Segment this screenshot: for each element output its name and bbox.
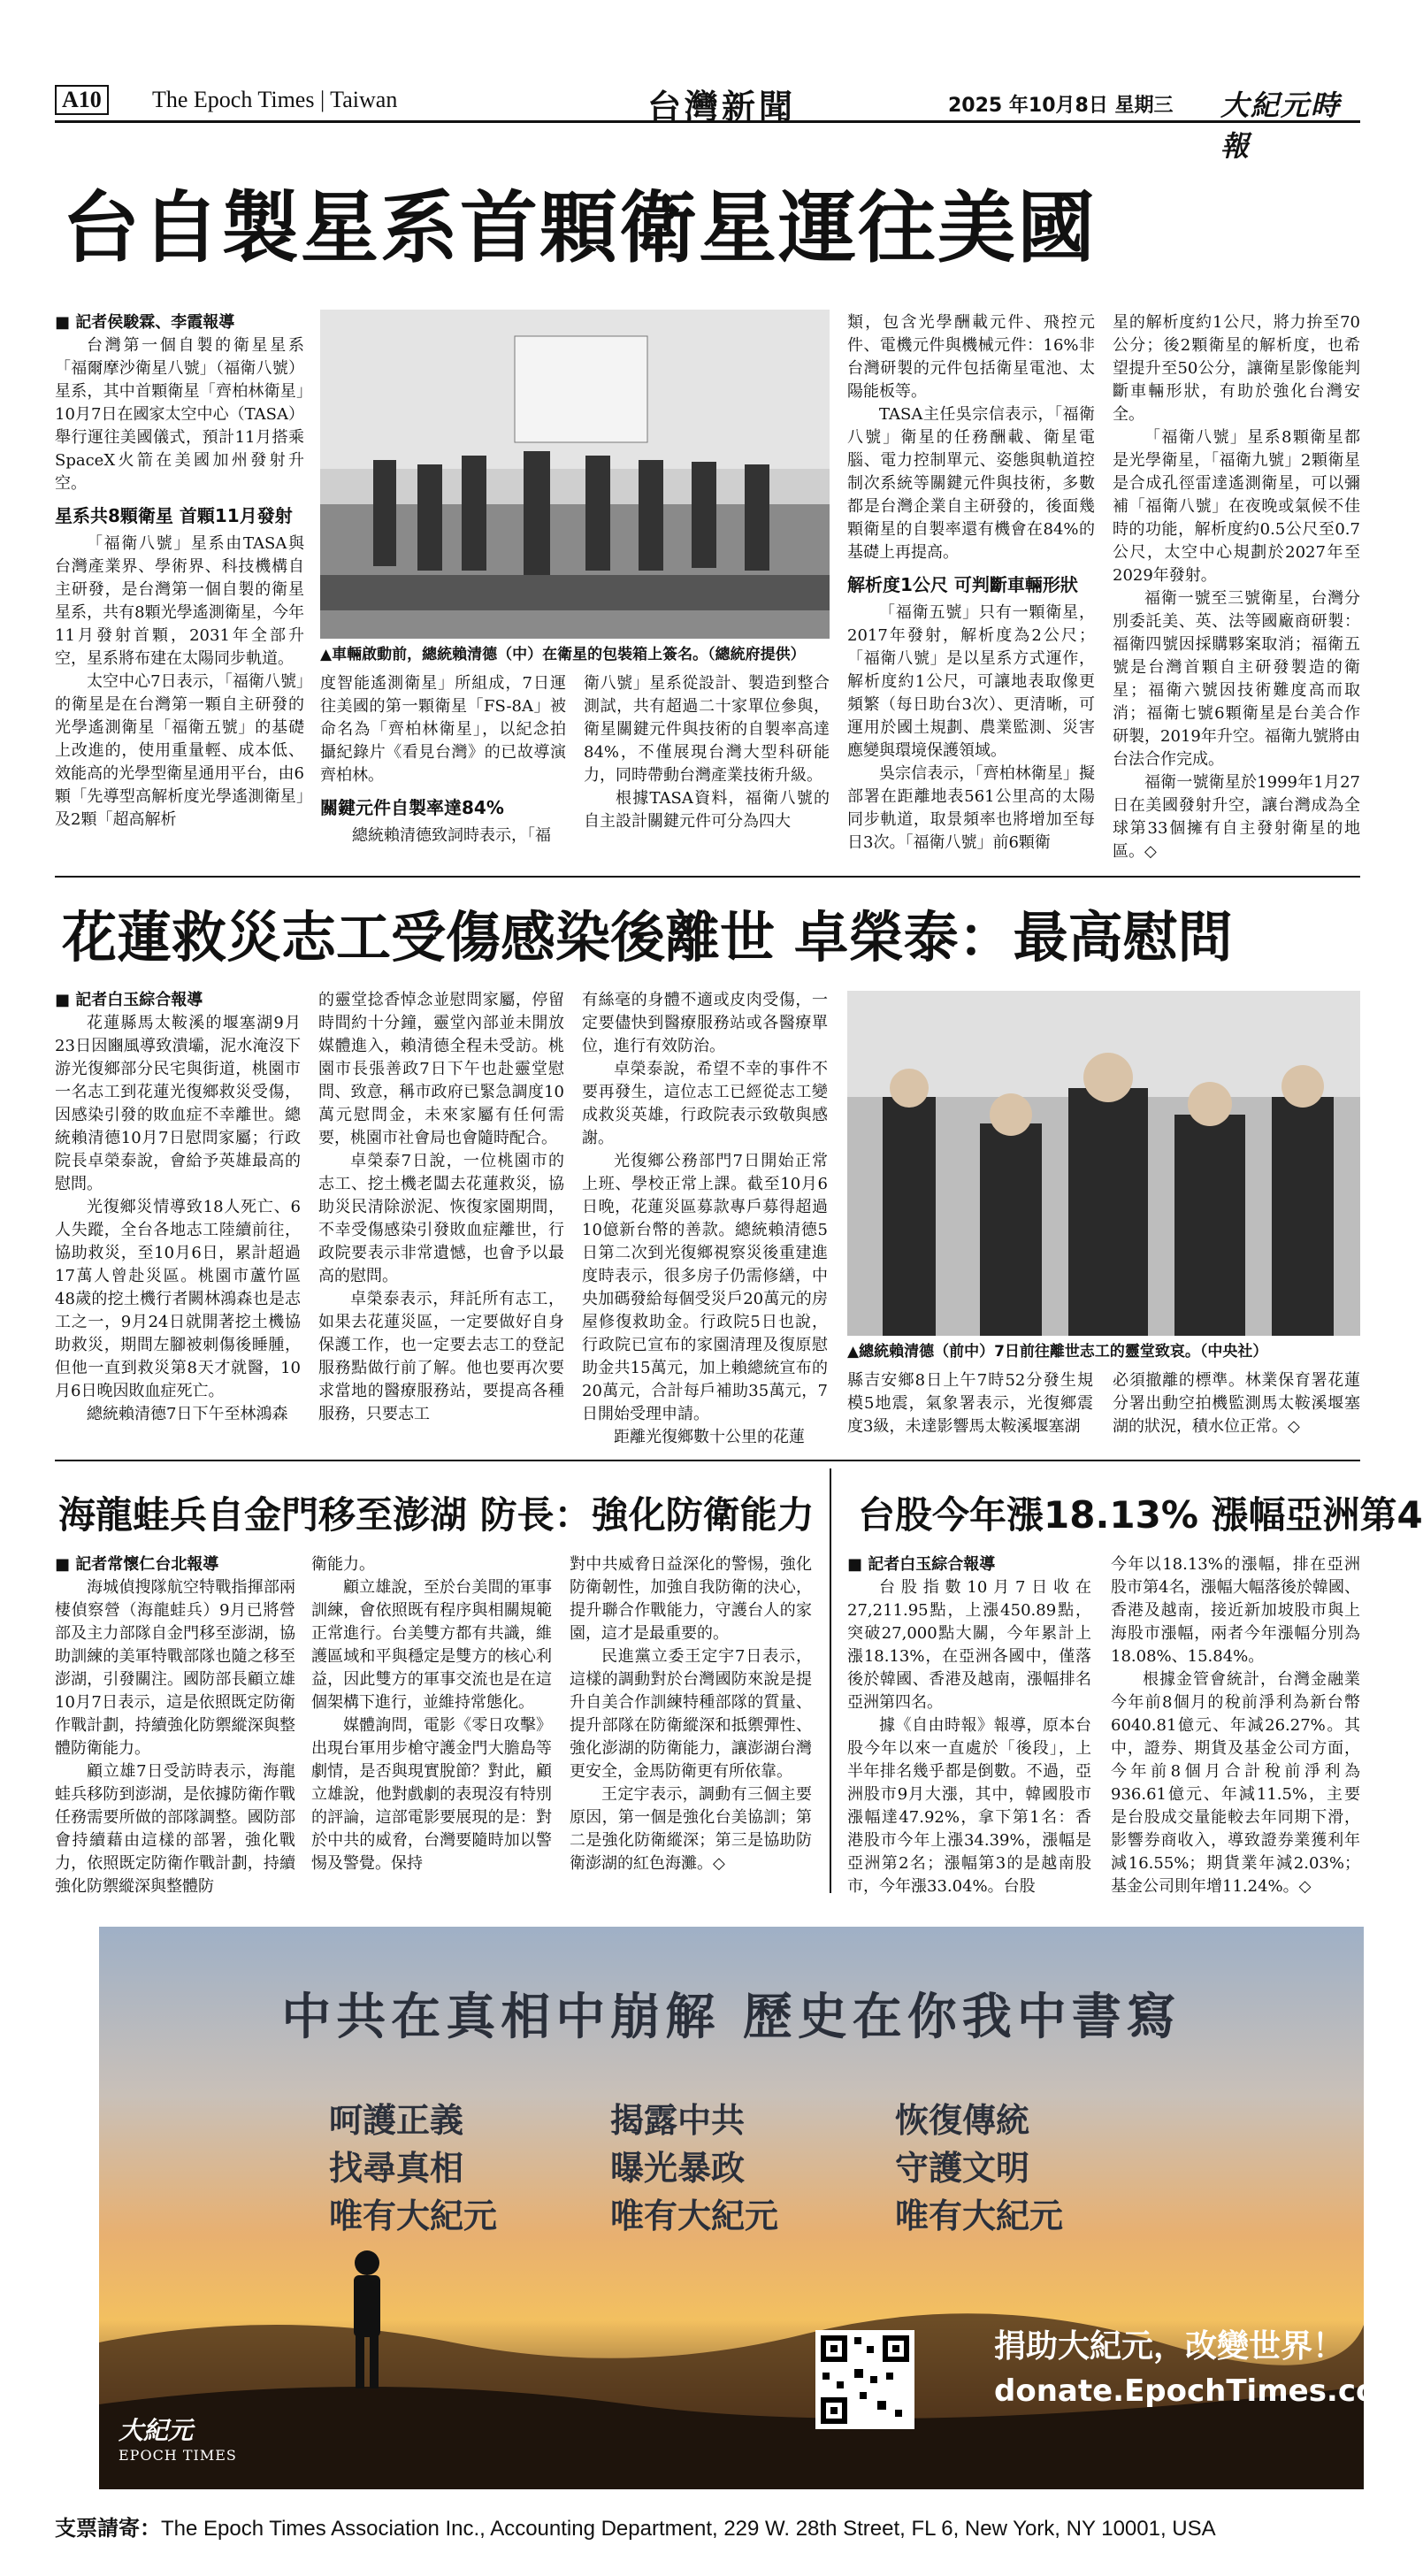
story4-headline: 台股今年漲18.13% 漲幅亞洲第4 <box>858 1493 1423 1537</box>
story2-column-2 <box>318 989 564 1426</box>
story1-subhead-3: 解析度1公尺 可判斷車輛形狀 <box>847 574 1078 595</box>
ad-phrase: 守護文明 <box>895 2149 1030 2188</box>
story2-column-3 <box>582 989 828 1449</box>
story3-paragraph: 王定宇表示，調動有三個主要原因，第一個是強化台美協訓；第二是強化防衛縱深；第三是協助防衛澎湖的紅色海灘。◇ <box>570 1785 812 1873</box>
ad-phrase: 曝光暴政 <box>610 2149 746 2188</box>
story1-column-2 <box>320 672 566 847</box>
story1-column-1 <box>55 311 304 832</box>
story1-paragraph: 「福衛八號」星系由TASA與台灣產業界、學術界、科技機構自主研發，是台灣第一個自製的衛星星系，共有8顆光學遙測衛星，今年11月發射首顆，2031年全部升空，星系將布建在太陽同步軌道。 <box>55 534 304 668</box>
story2-headline: 花蓮救災志工受傷感染後離世 卓榮泰：最高慰問 <box>62 905 1233 970</box>
story3-paragraph: 顧立雄說，至於台美間的軍事訓練，會依照既有程序與相關規範正常進行。台美雙方都有共識，維護區域和平與穩定是雙方的核心利益，因此雙方的軍事交流也是在這個架構下進行，並維持常態化。 <box>311 1578 552 1712</box>
story1-photo-caption: ▲車輛啟動前，總統賴清德（中）在衛星的包裝箱上簽名。（總統府提供） <box>320 646 806 663</box>
qr-code-pattern <box>815 2330 914 2429</box>
ad-phrase: 唯有大紀元 <box>329 2196 498 2235</box>
ad-phrase-column-1 <box>329 2097 497 2240</box>
story2-paragraph: 卓榮泰說，希望不幸的事件不要再發生，這位志工已經從志工變成救災英雄，行政院表示致敬與感謝。 <box>582 1060 828 1147</box>
story1-paragraph: 太空中心7日表示，「福衛八號」的衛星是在台灣第一顆自主研發的光學遙測衛星「福衛五號」的基礎上改進的，使用重量輕、成本低、效能高的光學型衛星通用平台，由6顆「先導型高解析度光學遙測衛星」及2顆「超高解析 <box>55 672 304 829</box>
story2-paragraph: 必須撤離的標準。林業保育署花蓮分署出動空拍機監測馬太鞍溪堰塞湖的狀況，積水位正常。◇ <box>1113 1371 1360 1436</box>
memorial-visit-photo <box>847 991 1360 1336</box>
story1-paragraph: 福衛一號至三號衛星，台灣分別委託美、英、法等國廠商研製：福衛四號因採購夥案取消；福衛五號是台灣首顆自主研發製造的衛星；福衛六號因技術難度高而取消；福衛七號6顆衛星是台美合作研製，2019年升空。福衛九號將由台法合作完成。 <box>1113 589 1360 769</box>
footer-mailing-address <box>55 2502 1360 2555</box>
story1-byline: ■ 記者侯駿霖、李霞報導 <box>55 313 235 332</box>
masthead <box>55 81 1360 163</box>
section-divider <box>55 876 1360 878</box>
story3-byline: ■ 記者常懷仁台北報導 <box>55 1555 219 1574</box>
story3-column-2 <box>311 1553 552 1875</box>
story1-column-5 <box>1113 311 1360 863</box>
story4-column-1 <box>847 1553 1091 1898</box>
story1-column-3 <box>584 672 830 833</box>
story3-column-3 <box>570 1553 812 1875</box>
logo-english: EPOCH TIMES <box>119 2447 237 2464</box>
story1-paragraph: 衛八號」星系從設計、製造到整合測試，共有超過二十家單位參與，衛星關鍵元件與技術的自製率高達84%，不僅展現台灣大型科研能力，同時帶動台灣產業技術升級。 <box>584 674 830 785</box>
story4-paragraph: 今年以18.13%的漲幅，排在亞洲股市第4名，漲幅大幅落後於韓國、香港及越南，接近新加坡股市與上海股市漲幅，兩者今年漲幅分別為18.08%、15.84%。 <box>1111 1555 1360 1666</box>
photo-illustration <box>320 310 830 639</box>
story2-column-5 <box>1113 1369 1360 1438</box>
story2-paragraph: 卓榮泰7日說，一位桃園市的志工、挖土機老闆去花蓮救災，協助災民清除淤泥、恢復家園期間，不幸受傷感染引發敗血症離世，行政院要表示非常遺憾，也會予以最高的慰問。 <box>318 1152 564 1285</box>
ad-phrase: 呵護正義 <box>329 2101 464 2140</box>
donation-advertisement <box>99 1927 1408 2489</box>
story1-paragraph: 「福衛八號」星系8顆衛星都是光學衛星，「福衛九號」2顆衛星是合成孔徑雷達遙測衛星，可以彌補「福衛八號」在夜晚或氣候不佳時的功能，解析度約0.5公尺至0.7公尺，太空中心規劃於2027年至2029年發射。 <box>1113 428 1360 585</box>
story2-paragraph: 花蓮縣馬太鞍溪的堰塞湖9月23日因豳風導致潰壩，泥水淹沒下游光復鄉部分民宅與街道，桃園市一名志工到花蓮光復鄉救災受傷，因感染引發的敗血症不幸離世。總統賴清德10月7日慰問家屬；行政院長卓榮泰說，會給予英雄最高的慰問。 <box>55 1014 301 1193</box>
logo-chinese: 大紀元 <box>119 2416 194 2445</box>
ad-phrase: 唯有大紀元 <box>610 2196 779 2235</box>
story3-paragraph: 媒體詢問，電影《零日攻擊》出現台軍用步槍守護金門大膽島等劇情，是否與現實脫節？對此，顧立雄說，他對戲劇的表現沒有特別的評論，這部電影要展現的是：對於中共的威脅，台灣要隨時加以警惕及警覺。保持 <box>311 1716 552 1873</box>
story1-paragraph: 「福衛五號」只有一顆衛星，2017年發射，解析度為2公尺；「福衛八號」是以星系方式運作，解析度約1公尺，可讓地表取像更頻繁（每日助台3次）、更清晰，可運用於國土規劃、農業監測、災害應變與環境保護領域。 <box>847 603 1095 760</box>
ad-phrase: 恢復傳統 <box>895 2101 1030 2140</box>
story1-paragraph: 度智能遙測衛星」所組成，7日運往美國的第一顆衛星「FS-8A」被命名為「齊柏林衛星」，以紀念拍攝紀錄片《看見台灣》的已故導演齊柏林。 <box>320 674 566 785</box>
story4-paragraph: 據《自由時報》報導，原本台股今年以來一直處於「後段」，上半年排名幾乎都是倒數。不過，亞洲股市9月大漲，其中，韓國股市漲幅達47.92%，拿下第1名：香港股市今年上漲34.39%，漲幅是亞洲第2名；漲幅第3的是越南股市，今年漲33.04%。台股 <box>847 1716 1091 1896</box>
ad-phrase-column-2 <box>610 2097 778 2240</box>
story3-paragraph: 海城偵搜隊航空特戰指揮部兩棲偵察營（海龍蛙兵）9月已將營部及主力部隊自金門移至澎湖，協助訓練的美軍特戰部隊也隨之移至澎湖，引發關注。國防部長顧立雄10月7日表示，這是依照既定防衛作戰計劃，持續強化防禦縱深與整體防衛能力。 <box>55 1578 295 1758</box>
story2-paragraph: 的靈堂捻香悼念並慰問家屬，停留時間約十分鐘，靈堂內部並未開放媒體進入，賴清德全程未受訪。桃園市長張善政7日下午也赴靈堂慰問、致意，稱市政府已緊急調度10萬元慰問金，未來家屬有任何需要，桃園市社會局也會隨時配合。 <box>318 991 564 1147</box>
story3-paragraph: 衛能力。 <box>311 1555 375 1574</box>
section-title: 台灣新聞 <box>647 88 797 126</box>
photo-illustration <box>847 991 1360 1336</box>
story3-paragraph: 對中共威脅日益深化的警惕，強化防衛韌性，加強自我防衛的決心，提升聯合作戰能力，守護台人的家園，這才是最重要的。 <box>570 1555 812 1643</box>
paper-logo: 大紀元時報 <box>1220 88 1342 163</box>
story1-paragraph: 總統賴清德致詞時表示，「福 <box>352 826 551 845</box>
donate-block <box>994 2325 1408 2413</box>
story2-paragraph: 總統賴清德7日下午至林鴻森 <box>87 1405 288 1423</box>
story3-paragraph: 民進黨立委王定宇7日表示，這樣的調動對於台灣國防來說是提升自美合作訓練特種部隊的質量、提升部隊在防衛縱深和抵禦彈性、強化澎湖的防衛能力，讓澎湖台灣更安全，金馬防衛更有所依靠。 <box>570 1647 812 1781</box>
epoch-times-logo <box>119 2411 237 2464</box>
story4-paragraph: 台股指數10月7日收在27,211.95點，上漲450.89點，突破27,000點大關，今年累計上漲18.13%，在亞洲各國中，僅落後於韓國、香港及越南，漲幅排名亞洲第四名。 <box>847 1578 1091 1712</box>
story2-paragraph: 光復鄉災情導致18人死亡、6人失蹤，全台各地志工陸續前往，協助救災，至10月6日，累計超過17萬人曾赴災區。桃園市蘆竹區48歲的挖土機行者闕林鴻森也是志工之一，9月24日就開著挖土機協助救災，期間左腳被刺傷後睡腫，但他一直到救災第8天才就醫，10月6日晚因敗血症死亡。 <box>55 1198 301 1400</box>
donate-link[interactable]: donate.EpochTimes.com <box>994 2373 1408 2409</box>
story1-headline: 台自製星系首顆衛星運往美國 <box>62 182 1098 273</box>
column-divider <box>830 1468 831 1893</box>
ad-slogan: 中共在真相中崩解 歷史在你我中書寫 <box>281 1989 1182 2046</box>
footer-address: The Epoch Times Association Inc., Accounting Department, 229 W. 28th Street, FL 6, New York, NY 10001, USA <box>161 2517 1216 2541</box>
story1-paragraph: 星的解析度約1公尺，將力拚至70公分；後2顆衛星的解析度，也希望提升至50公分，讓衛星影像能判斷車輛形狀，有助於強化台灣安全。 <box>1113 313 1360 424</box>
story1-paragraph: 類，包含光學酬載元件、飛控元件、電機元件與機械元件：16%非台灣研製的元件包括衛星電池、太陽能板等。 <box>847 313 1095 401</box>
story2-paragraph: 縣吉安鄉8日上午7時52分發生規模5地震，氣象署表示，光復鄉震度3級，未達影響馬太鞍溪堰塞湖 <box>847 1371 1093 1436</box>
story2-column-4 <box>847 1369 1093 1438</box>
story1-paragraph: 吳宗信表示，「齊柏林衛星」擬部署在距離地表561公里高的太陽同步軌道，取景頻率也將增加至每日3次。「福衛八號」前6顆衛 <box>847 764 1095 852</box>
story1-subhead-1: 星系共8顆衛星 首顆11月發射 <box>55 505 293 526</box>
story4-paragraph: 根據金管會統計，台灣金融業今年前8個月的稅前淨利為新台幣6040.81億元、年減26.27%。其中，證券、期貨及基金公司方面，今年前8個月合計稅前淨利為936.61億元、年減11.5%，主要是台股成交量能較去年同期下滑，影響券商收入，導致證券業獲利年減16.55%；期貨業年減2.03%；基金公司則年增11.24%。◇ <box>1111 1670 1360 1896</box>
story2-paragraph: 卓榮泰表示，拜託所有志工，如果去花蓮災區，一定要做好自身保護工作，也一定要去志工的登記服務點做行前了解。他也要再次要求當地的醫療服務站，要提高各種服務，只要志工 <box>318 1290 564 1423</box>
story1-paragraph: 福衛一號衛星於1999年1月27日在美國發射升空，讓台灣成為全球第33個擁有自主發射衛星的地區。◇ <box>1113 773 1360 861</box>
story1-paragraph: 根據TASA資料，福衛八號的自主設計關鍵元件可分為四大 <box>584 789 830 831</box>
publication-name: The Epoch Times | Taiwan <box>152 87 398 112</box>
story2-photo-caption: ▲總統賴清德（前中）7日前往離世志工的靈堂致哀。（中央社） <box>847 1343 1268 1361</box>
story1-paragraph: 台灣第一個自製的衛星星系「福爾摩沙衛星八號」（福衛八號）星系，其中首顆衛星「齊柏林衛星」10月7日在國家太空中心（TASA）舉行運往美國儀式，預計11月搭乘SpaceX火箭在美國加州發射升空。 <box>55 336 304 493</box>
story2-paragraph: 距離光復鄉數十公里的花蓮 <box>614 1428 805 1446</box>
section-divider <box>55 1460 1360 1461</box>
story2-column-1 <box>55 989 301 1426</box>
story1-paragraph: TASA主任吳宗信表示，「福衛八號」衛星的任務酬載、衛星電腦、電力控制單元、姿態與軌道控制次系統等關鍵元件與技術，多數都是台灣企業自主研發的，後面幾顆衛星的自製率還有機會在84%的基礎上再提高。 <box>847 405 1095 562</box>
qr-code-icon[interactable] <box>815 2330 914 2429</box>
story4-byline: ■ 記者白玉綜合報導 <box>847 1555 996 1574</box>
story3-headline: 海龍蛙兵自金門移至澎湖 防長：強化防衛能力 <box>58 1493 815 1537</box>
ad-phrase-column-3 <box>895 2097 1063 2240</box>
page-number: A10 <box>55 85 109 115</box>
story4-column-2 <box>1111 1553 1360 1898</box>
ad-phrase: 找尋真相 <box>329 2149 464 2188</box>
ad-phrase: 揭露中共 <box>610 2101 746 2140</box>
issue-date: 2025 年10月8日 星期三 <box>948 95 1174 117</box>
story1-column-4 <box>847 311 1095 855</box>
satellite-signing-photo <box>320 310 830 639</box>
footer-label: 支票請寄： <box>55 2516 161 2541</box>
story3-paragraph: 顧立雄7日受訪時表示，海龍蛙兵移防到澎湖，是依據防衛作戰任務需要所做的部隊調整。國防部會持續藉由這樣的部署，強化戰力，依照既定防衛作戰計劃，持續強化防禦縱深與整體防 <box>55 1762 295 1896</box>
donate-slogan: 捐助大紀元，改變世界！ <box>994 2328 1345 2365</box>
story2-paragraph: 光復鄉公務部門7日開始正常上班、學校正常上課。截至10月6日晚，花蓮災區募款專戶募得超過10億新台幣的善款。總統賴清德5日第二次到光復鄉視察災後重建進度時表示，很多房子仍需修繕，中央加碼發給每個受災戶20萬元的房屋修復救助金。行政院5日也說，行政院已宣布的家園清理及復原慰助金共15萬元，加上賴總統宣布的20萬元，合計每戶補助35萬元，7日開始受理申請。 <box>582 1152 828 1423</box>
ad-phrase: 唯有大紀元 <box>895 2196 1064 2235</box>
story3-column-1 <box>55 1553 295 1898</box>
story2-paragraph: 有絲毫的身體不適或皮肉受傷，一定要儘快到醫療服務站或各醫療單位，進行有效防治。 <box>582 991 828 1055</box>
story1-subhead-2: 關鍵元件自製率達84% <box>320 797 504 818</box>
story2-byline: ■ 記者白玉綜合報導 <box>55 991 203 1009</box>
